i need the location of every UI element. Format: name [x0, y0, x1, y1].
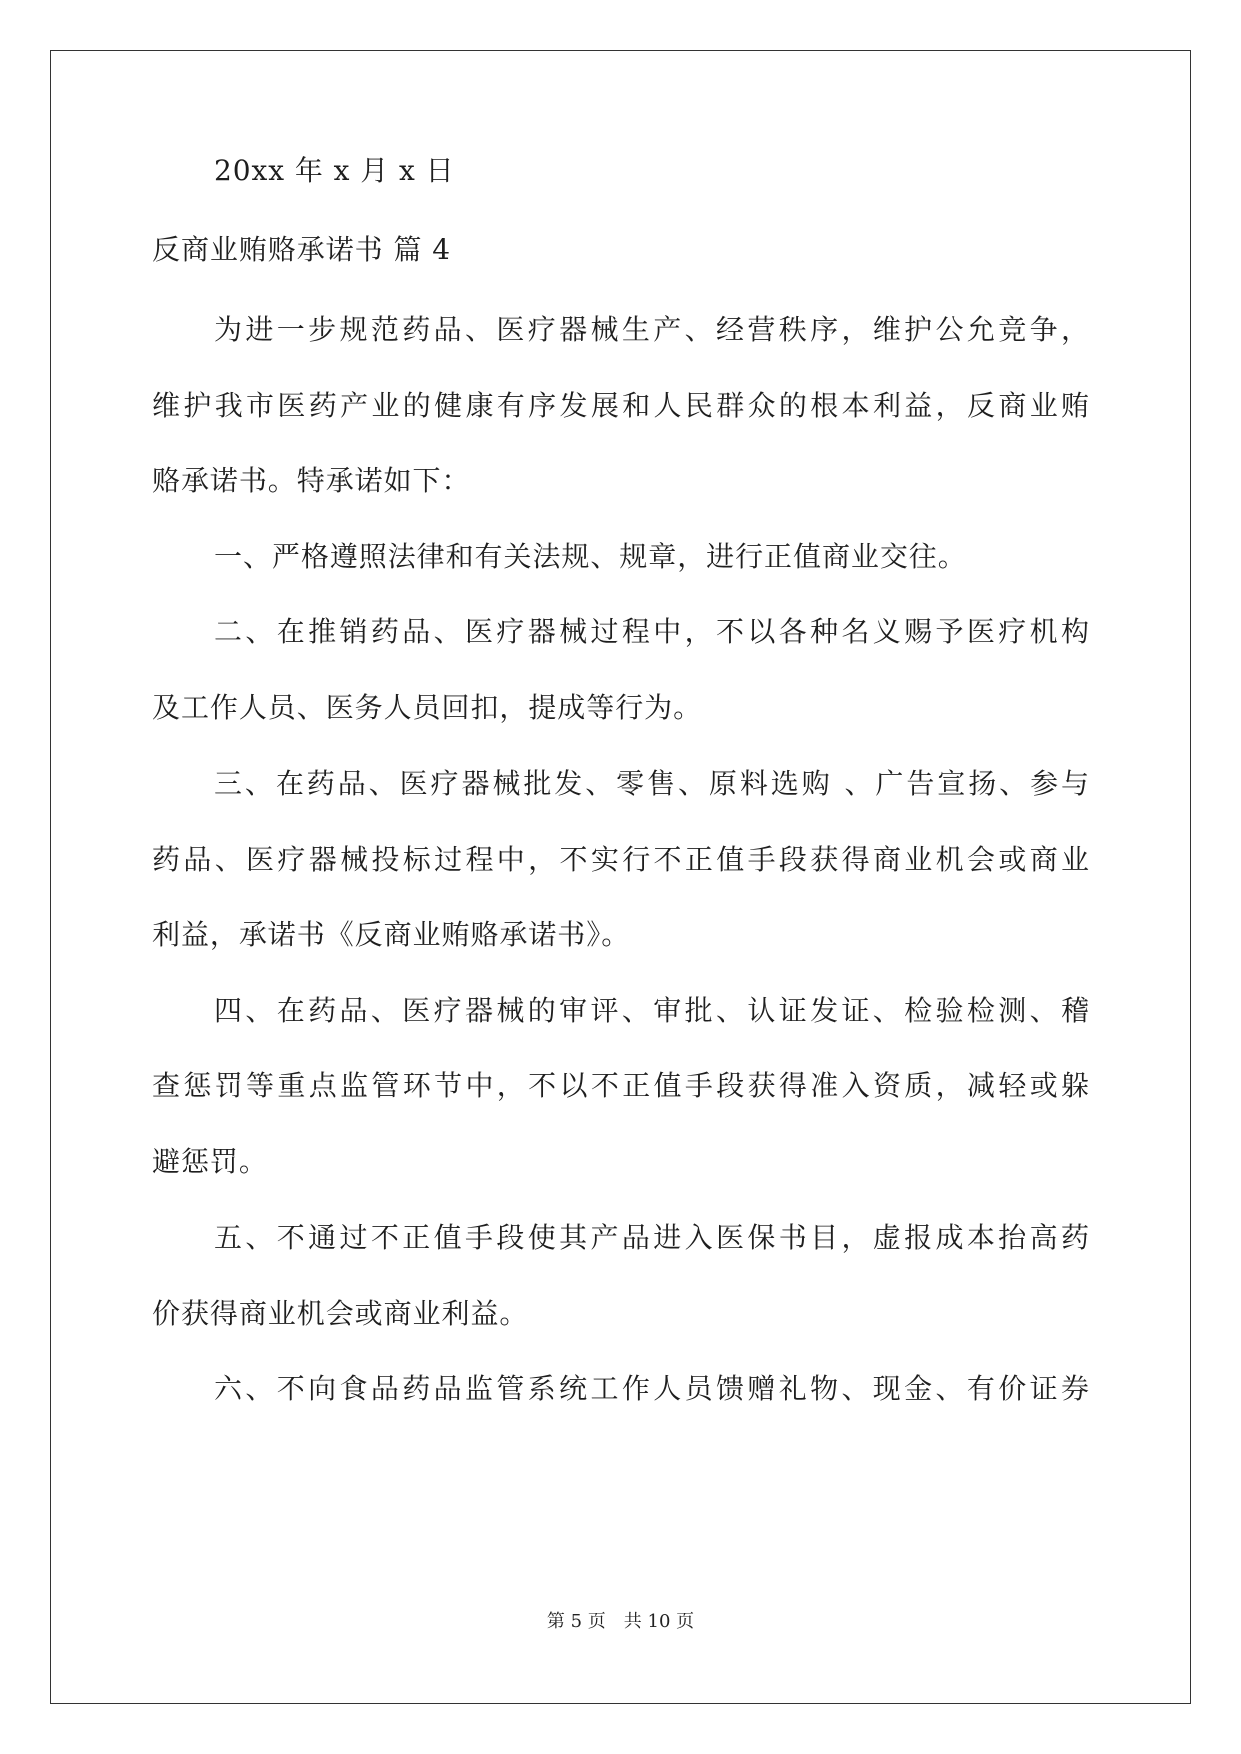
paragraph-line: 二、在推销药品、医疗器械过程中，不以各种名义赐予医疗机构	[214, 615, 1090, 648]
date-line: 20xx 年 x 月 x 日	[214, 154, 455, 187]
paragraph-line: 查惩罚等重点监管环节中，不以不正值手段获得准入资质，减轻或躲	[152, 1069, 1090, 1102]
paragraph-line: 及工作人员、医务人员回扣，提成等行为。	[152, 691, 703, 724]
page-total: 共 10 页	[623, 1611, 695, 1632]
paragraph-line: 六、不向食品药品监管系统工作人员馈赠礼物、现金、有价证券	[214, 1372, 1090, 1405]
paragraph-line: 价获得商业机会或商业利益。	[152, 1297, 529, 1330]
section-heading: 反商业贿赂承诺书 篇 4	[152, 233, 452, 266]
paragraph-line: 为进一步规范药品、医疗器械生产、经营秩序，维护公允竞争，	[214, 313, 1090, 346]
paragraph-line: 避惩罚。	[152, 1145, 268, 1178]
paragraph-line: 三、在药品、医疗器械批发、零售、原料选购 、广告宣扬、参与	[214, 767, 1090, 800]
paragraph-line: 利益，承诺书《反商业贿赂承诺书》。	[152, 918, 631, 951]
paragraph-line: 药品、医疗器械投标过程中，不实行不正值手段获得商业机会或商业	[152, 843, 1090, 876]
paragraph-line: 四、在药品、医疗器械的审评、审批、认证发证、检验检测、稽	[214, 994, 1090, 1027]
paragraph-line: 维护我市医药产业的健康有序发展和人民群众的根本利益，反商业贿	[152, 389, 1090, 422]
paragraph-line: 一、严格遵照法律和有关法规、规章，进行正值商业交往。	[214, 540, 967, 573]
paragraph-line: 赂承诺书。特承诺如下：	[152, 464, 471, 497]
page-footer	[0, 1610, 1241, 1634]
paragraph-line: 五、不通过不正值手段使其产品进入医保书目，虚报成本抬高药	[214, 1221, 1090, 1254]
page-number: 第 5 页	[546, 1611, 606, 1632]
